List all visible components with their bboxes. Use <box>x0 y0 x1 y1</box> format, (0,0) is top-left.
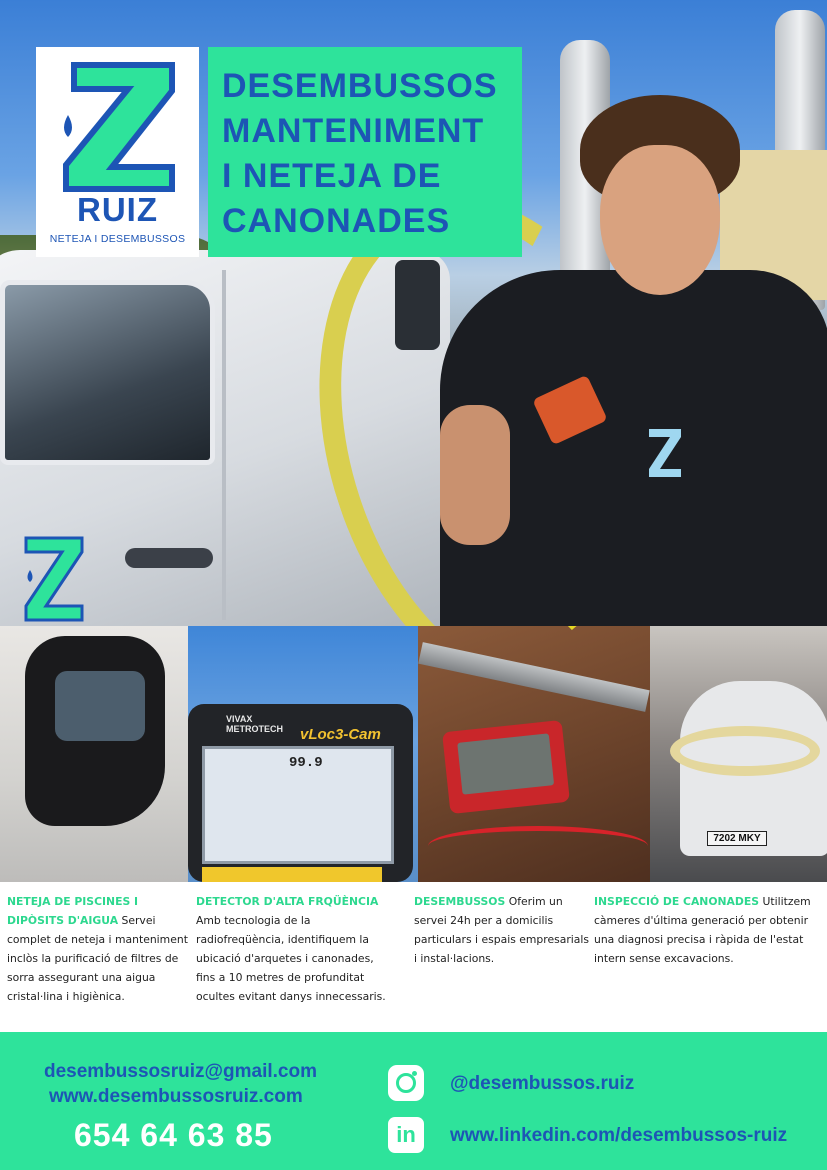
camera-lens <box>55 671 145 741</box>
hose-coil <box>670 726 820 776</box>
red-cable <box>428 826 648 866</box>
linkedin-icon[interactable]: in <box>388 1117 424 1153</box>
photo-pipe-inspection-truck <box>650 626 827 882</box>
instagram-icon-ring <box>396 1073 416 1093</box>
service-heading: NETEJA DE PISCINES I DIPÒSITS D'AIGUA <box>7 895 138 927</box>
truck-window <box>0 280 215 465</box>
jacket-z-logo <box>645 425 685 485</box>
truck-door-handle <box>125 548 213 568</box>
device-brand <box>226 714 283 734</box>
contact-phone[interactable]: 654 64 63 85 <box>74 1117 273 1153</box>
photo-unclogging <box>418 626 650 882</box>
device-brand-line2: METROTECH <box>226 724 283 734</box>
photo-inspection-camera <box>0 626 188 882</box>
service-body: Amb tecnologia de la radiofreqüència, identifiquem la ubicació d'arquetes i canonades, fins a 10 metres de profunditat ocultes evitant danys innecessaris. <box>196 914 386 1003</box>
brand-logo <box>36 47 199 257</box>
linkedin-link[interactable]: www.linkedin.com/desembussos-ruiz <box>450 1125 788 1146</box>
license-plate: 7202 MKY <box>707 831 767 846</box>
contact-footer <box>0 1032 827 1170</box>
truck-door-line <box>222 270 226 620</box>
headline-line-1: DESEMBUSSOS <box>222 67 498 105</box>
instagram-icon-dot <box>412 1071 417 1076</box>
service-detector <box>196 892 396 1006</box>
photo-frequency-detector <box>188 626 418 882</box>
device-screen <box>202 746 394 864</box>
headline-line-4: CANONADES <box>222 202 451 240</box>
logo-tagline: NETEJA I DESEMBUSSOS <box>49 233 186 245</box>
contact-website[interactable]: www.desembussosruiz.com <box>49 1086 303 1107</box>
truck-z-logo <box>20 530 90 625</box>
photo-strip <box>0 626 827 882</box>
logo-wordmark: RUIZ <box>77 191 158 228</box>
contact-email[interactable]: desembussosruiz@gmail.com <box>44 1061 317 1082</box>
device-readout: 99.9 <box>289 755 323 771</box>
service-heading: INSPECCIÓ DE CANONADES <box>594 895 760 908</box>
service-pools <box>7 892 189 1006</box>
service-body: Servei complet de neteja i manteniment inclòs la purificació de filtres de sorra assegurant una aigua cristal·lina i higiènica. <box>7 914 188 1003</box>
service-heading: DESEMBUSSOS <box>414 895 506 908</box>
service-body: Utilitzem càmeres d'última generació per obtenir una diagnosi precisa i ràpida de l'estat intern sense excavacions. <box>594 895 811 965</box>
device-buttons <box>202 867 382 882</box>
device-brand-line1: VIVAX <box>226 714 253 724</box>
worker-face <box>600 145 720 295</box>
service-body: Oferim un servei 24h per a domicilis particulars i espais empresarials i instal·lacions. <box>414 895 590 965</box>
detector-device <box>188 704 413 882</box>
z-logo-icon <box>54 57 180 195</box>
monitor-screen <box>457 733 554 794</box>
headline-line-3: I NETEJA DE <box>222 157 442 195</box>
service-unclogging <box>414 892 590 968</box>
yellow-cable <box>548 626 650 736</box>
service-heading: DETECTOR D'ALTA FRQÜÈNCIA <box>196 895 379 908</box>
device-model: vLoc3-Cam <box>300 726 381 743</box>
worker-arm <box>440 405 510 545</box>
service-inspection <box>594 892 824 968</box>
red-monitor <box>442 720 570 814</box>
headline-box <box>208 47 522 257</box>
instagram-handle[interactable]: @desembussos.ruiz <box>450 1073 635 1094</box>
services-section <box>0 882 827 1032</box>
instagram-icon[interactable] <box>388 1065 424 1101</box>
headline-line-2: MANTENIMENT <box>222 112 485 150</box>
